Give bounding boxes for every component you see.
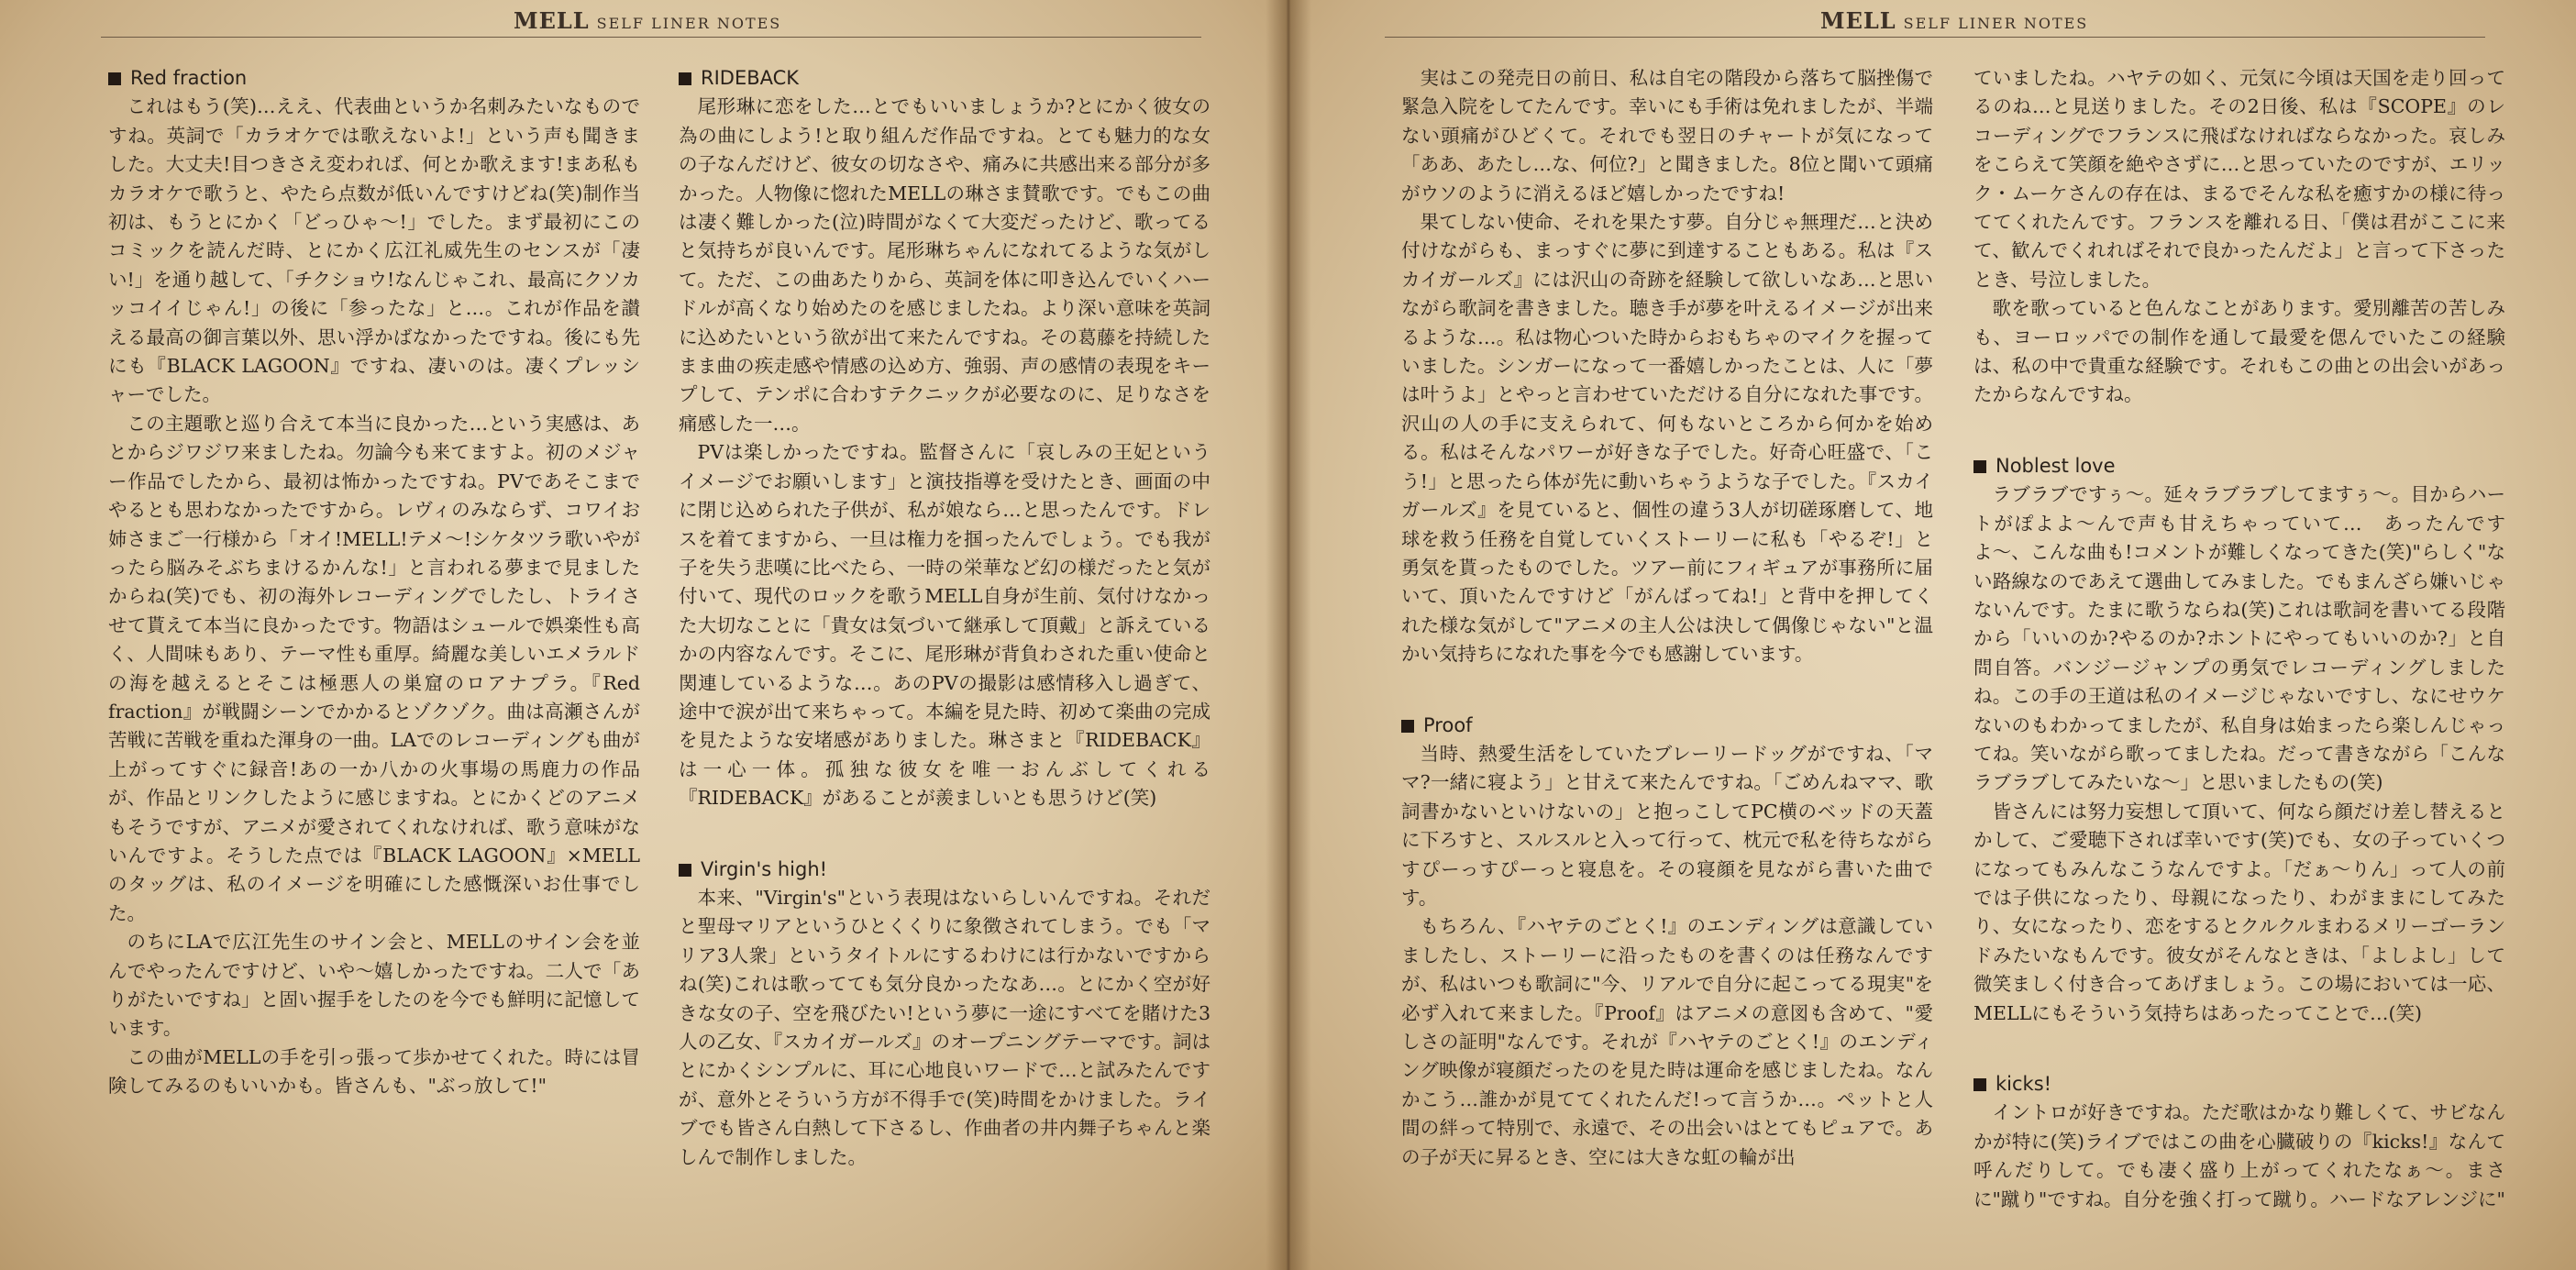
square-bullet-icon xyxy=(1973,460,1986,473)
header-brand: MELL xyxy=(514,7,590,34)
section-gap xyxy=(1401,669,1933,712)
header-subtitle: SELF LINER NOTES xyxy=(1903,15,2089,32)
section-gap xyxy=(679,813,1211,856)
header-brand: MELL xyxy=(1820,7,1896,34)
section-title-virgins-high xyxy=(679,856,1211,884)
section-title-text: RIDEBACK xyxy=(701,67,800,89)
section-title-text: Proof xyxy=(1423,713,1473,736)
paragraph: 果てしない使命、それを果たす夢。自分じゃ無理だ…と決め付けながらも、まっすぐに夢に到達することもある。私は『スカイガールズ』には沢山の奇跡を経験して欲しいなあ…と思いながら歌詞を書きました。聴き手が夢を叶えるイメージが出来るような…。私は物心ついた時からおもちゃのマイクを握っていました。シンガーになって一番嬉しかったことは、人に「夢は叶うよ」とやっと言わせていただける自分になれた事です。沢山の人の手に支えられて、何もないところから何かを始める。私はそんなパワーが好きな子でした。好奇心旺盛で、「こう!」と思ったら体が先に動いちゃうような子でした。『スカイガールズ』を見ていると、個性の違う3人が切磋琢磨して、地球を救う任務を自覚していくストーリーに私も「やるぞ!」と勇気を貰ったものでした。ツアー前にフィギュアが事務所に届いて、頂いたんですけど「がんばってね!」と背中を押してくれた様な気がして"アニメの主人公は決して偶像じゃない"と温かい気持ちになれた事を今でも感謝しています。 xyxy=(1401,211,1933,666)
header-rule-right xyxy=(1385,37,2485,38)
page-header-left xyxy=(514,7,781,34)
section-title-text: Noblest love xyxy=(1996,454,2116,477)
paragraph: 当時、熱愛生活をしていたブレーリードッグがですね、「ママ?一緒に寝よう」と甘えて来たんですね。「ごめんねママ、歌詞書かないといけないの」と抱っこしてPC横のベッドの天蓋に下ろすと、スルスルと入って行って、枕元で私を待ちながらすぴーっすぴーっと寝息を。その寝顔を見ながら書いた曲です。 xyxy=(1401,742,1933,909)
paragraph: この主題歌と巡り合えて本当に良かった…という実感は、あとからジワジワ来ましたね。勿論今も来てますよ。初のメジャー作品でしたから、最初は怖かったですね。PVであそこまでやるとも思わなかったですから。レヴィのみならず、コワイお姉さまご一行様から「オイ!MELL!テメ〜!シケタツラ歌いやがったら脳みそぶちまけるかんな!」と言われる夢まで見ましたからね(笑)でも、初の海外レコーディングでしたし、トライさせて貰えて本当に良かったです。物語はシュールで娯楽性も高く、人間味もあり、テーマ性も重厚。綺麗な美しいエメラルドの海を越えるとそこは極悪人の巣窟のロアナプラ。『Red fraction』が戦闘シーンでかかるとゾクゾク。曲は高瀬さんが苦戦に苦戦を重ねた渾身の一曲。LAでのレコーディングも曲が上がってすぐに録音!あの一か八かの火事場の馬鹿力の作品が、作品とリンクしたように感じますね。とにかくどのアニメもそうですが、アニメが愛されてくれなければ、歌う意味がないんですよ。そうした点では『BLACK LAGOON』×MELLのタッグは、私のイメージを明確にした感慨深いお仕事でした。 xyxy=(108,412,640,924)
square-bullet-icon xyxy=(108,72,121,85)
right-column-1 xyxy=(1401,64,1933,1172)
paragraph: 歌を歌っていると色んなことがあります。愛別離苦の苦しみも、ヨーロッパでの制作を通して最愛を偲んでいたこの経験は、私の中で貴重な経験です。それもこの曲との出会いがあったからなんですね。 xyxy=(1973,297,2505,406)
left-column-1 xyxy=(108,64,640,1101)
section-title-proof xyxy=(1401,712,1933,740)
square-bullet-icon xyxy=(1973,1078,1986,1091)
section-gap xyxy=(1973,410,2505,452)
paragraph: この曲がMELLの手を引っ張って歩かせてくれた。時には冒険してみるのもいいかも。皆さんも、"ぶっ放して!" xyxy=(108,1045,640,1098)
left-column-2 xyxy=(679,64,1211,1172)
paragraph: ラブラブですぅ〜。延々ラブラブしてますぅ〜。目からハートがぽよよ〜んで声も甘えちゃっていて… あったんですよ〜、こんな曲も!コメントが難しくなってきた(笑)"らしく"ない路線なのであえて選曲してみました。でもまんざら嫌いじゃないんです。たまに歌うならね(笑)これは歌詞を書いてる段階から「いいのか?やるのか?ホントにやってもいいのか?」と自問自答。バンジージャンプの勇気でレコーディングしましたね。この手の王道は私のイメージじゃないですし、なにせウケないのもわかってましたが、私自身は始まったら楽しんじゃってね。笑いながら歌ってましたね。だって書きながら「こんなラブラブしてみたいな〜」と思いましたもの(笑) xyxy=(1973,483,2505,794)
section-title-kicks xyxy=(1973,1070,2505,1099)
paragraph: 皆さんには努力妄想して頂いて、何なら顔だけ差し替えるとかして、ご愛聴下されば幸いです(笑)でも、女の子っていくつになってもみんなこうなんですよ。「だぁ〜りん」って人の前では子供になったり、母親になったり、わがままにしてみたり、女になったり、恋をするとクルクルまわるメリーゴーランドみたいなもんです。彼女がそんなときは、「よしよし」して微笑ましく付き合ってあげましょう。この場においては一応、MELLにもそういう気持ちはあったってことで…(笑) xyxy=(1973,800,2505,1024)
square-bullet-icon xyxy=(1401,720,1414,733)
section-title-text: Virgin's high! xyxy=(701,857,828,880)
right-column-2 xyxy=(1973,64,2505,1214)
paragraph: 実はこの発売日の前日、私は自宅の階段から落ちて脳挫傷で緊急入院をしてたんです。幸いにも手術は免れましたが、半端ない頭痛がひどくて。それでも翌日のチャートが気になって「ああ、あたし…な、何位?」と聞きました。8位と聞いて頭痛がウソのように消えるほど嬉しかったですね! xyxy=(1401,67,1933,204)
paragraph: のちにLAで広江先生のサイン会と、MELLのサイン会を並んでやったんですけど、いや〜嬉しかったですね。二人で「ありがたいですね」と固い握手をしたのを今でも鮮明に記憶しています。 xyxy=(108,931,640,1040)
paragraph: PVは楽しかったですね。監督さんに「哀しみの王妃というイメージでお願いします」と演技指導を受けたとき、画面の中に閉じ込められた子供が、私が娘なら…と思ったんです。ドレスを着てますから、一旦は権力を掴ったんでしょう。でも我が子を失う悲嘆に比べたら、一時の栄華など幻の様だったと気が付いて、現代のロックを歌うMELL自身が生前、気付けなかった大切なことに「貴女は気づいて継承して頂戴」と訴えているかの内容なんです。そこに、尾形琳が背負わされた重い使命と関連しているような…。あのPVの撮影は感情移入し過ぎて、途中で涙が出て来ちゃって。本編を見た時、初めて楽曲の完成を見たような安堵感がありました。琳さまと『RIDEBACK』は一心一体。孤独な彼女を唯一おんぶしてくれる『RIDEBACK』があることが羨ましいとも思うけど(笑) xyxy=(679,441,1211,810)
section-title-red-fraction xyxy=(108,64,640,93)
book-gutter xyxy=(1266,0,1311,1270)
square-bullet-icon xyxy=(679,72,691,85)
paragraph: ていましたね。ハヤテの如く、元気に今頃は天国を走り回ってるのね…と見送りました。その2日後、私は『SCOPE』のレコーディングでフランスに飛ばなければならなかった。哀しみをこらえて笑顔を絶やさずに…と思っていたのですが、エリック・ムーケさんの存在は、まるでそんな私を癒すかの様に待っててくれたんです。フランスを離れる日、「僕は君がここに来て、歓んでくれればそれで良かったんだよ」と言って下さったとき、号泣しました。 xyxy=(1973,67,2505,291)
square-bullet-icon xyxy=(679,864,691,877)
section-title-rideback xyxy=(679,64,1211,93)
section-title-noblest-love xyxy=(1973,452,2505,480)
header-subtitle: SELF LINER NOTES xyxy=(596,15,782,32)
paragraph: 本来、"Virgin's"という表現はないらしいんですね。それだと聖母マリアというひとくくりに象徴されてしまう。でも「マリア3人衆」というタイトルにするわけには行かないですからね(笑)これは歌ってても気分良かったなあ…。とにかく空が好きな女の子、空を飛びたい!という夢に一途にすべてを賭けた3人の乙女、『スカイガールズ』のオープニングテーマです。詞はとにかくシンプルに、耳に心地良いワードで…と試みたんですが、意外とそういう方が不得手で(笑)時間をかけました。ライブでも皆さん白熱して下さるし、作曲者の井内舞子ちゃんと楽しんで制作しました。 xyxy=(679,886,1211,1168)
right-page xyxy=(1284,0,2576,1270)
paragraph: これはもう(笑)…ええ、代表曲というか名刺みたいなものですね。英詞で「カラオケでは歌えないよ!」という声も聞きました。大丈夫!目つきさえ変われば、何とか歌えます!まあ私もカラオケで歌うと、やたら点数が低いんですけどね(笑)制作当初は、もうとにかく「どっひゃ〜!」でした。まず最初にこのコミックを読んだ時、とにかく広江礼威先生のセンスが「凄い!」を通り越して、「チクショウ!なんじゃこれ、最高にクソカッコイイじゃん!」の後に「参ったな」と…。これが作品を讃える最高の御言葉以外、思い浮かばなかったですね。後にも先にも『BLACK LAGOON』ですね、凄いのは。凄くプレッシャーでした。 xyxy=(108,95,640,406)
section-title-text: Red fraction xyxy=(130,67,248,89)
left-page xyxy=(0,0,1284,1270)
paragraph: もちろん、『ハヤテのごとく!』のエンディングは意識していましたし、ストーリーに沿ったものを書くのは任務なんですが、私はいつも歌詞に"今、リアルで自分に起こってる現実"を必ず入れて来ました。『Proof』はアニメの意図も含めて、"愛しさの証明"なんです。それが『ハヤテのごとく!』のエンディング映像が寝顔だったのを見た時は運命を感じましたね。なんかこう…誰かが見ててくれたんだ!って言うか…。ペットと人間の絆って特別で、永遠で、その出会いはとてもピュアで。あの子が天に昇るとき、空には大きな虹の輪が出 xyxy=(1401,915,1933,1168)
section-gap xyxy=(1973,1028,2505,1070)
page-header-right xyxy=(1820,7,2088,34)
header-rule-left xyxy=(101,37,1201,38)
section-title-text: kicks! xyxy=(1996,1073,2052,1095)
paragraph: 尾形琳に恋をした…とでもいいましょうか?とにかく彼女の為の曲にしよう!と取り組んだ作品ですね。とても魅力的な女の子なんだけど、彼女の切なさや、痛みに共感出来る部分が多かった。人物像に惚れたMELLの琳さま賛歌です。でもこの曲は凄く難しかった(泣)時間がなくて大変だったけど、歌ってると気持ちが良いんです。尾形琳ちゃんになれてるような気がして。ただ、この曲あたりから、英詞を体に叩き込んでいくハードルが高くなり始めたのを感じましたね。より深い意味を英詞に込めたいという欲が出て来たんですね。その葛藤を持続したまま曲の疾走感や情感の込め方、強弱、声の感情の表現をキープして、テンポに合わすテクニックが必要なのに、足りなさを痛感した一…。 xyxy=(679,95,1211,435)
paragraph: イントロが好きですね。ただ歌はかなり難しくて、サビなんかが特に(笑)ライブではこの曲を心臓破りの『kicks!』なんて呼んだりして。でも凄く盛り上がってくれたなぁ〜。まさに"蹴り"ですね。自分を強く打って蹴り。ハードなアレンジに" xyxy=(1973,1101,2505,1210)
